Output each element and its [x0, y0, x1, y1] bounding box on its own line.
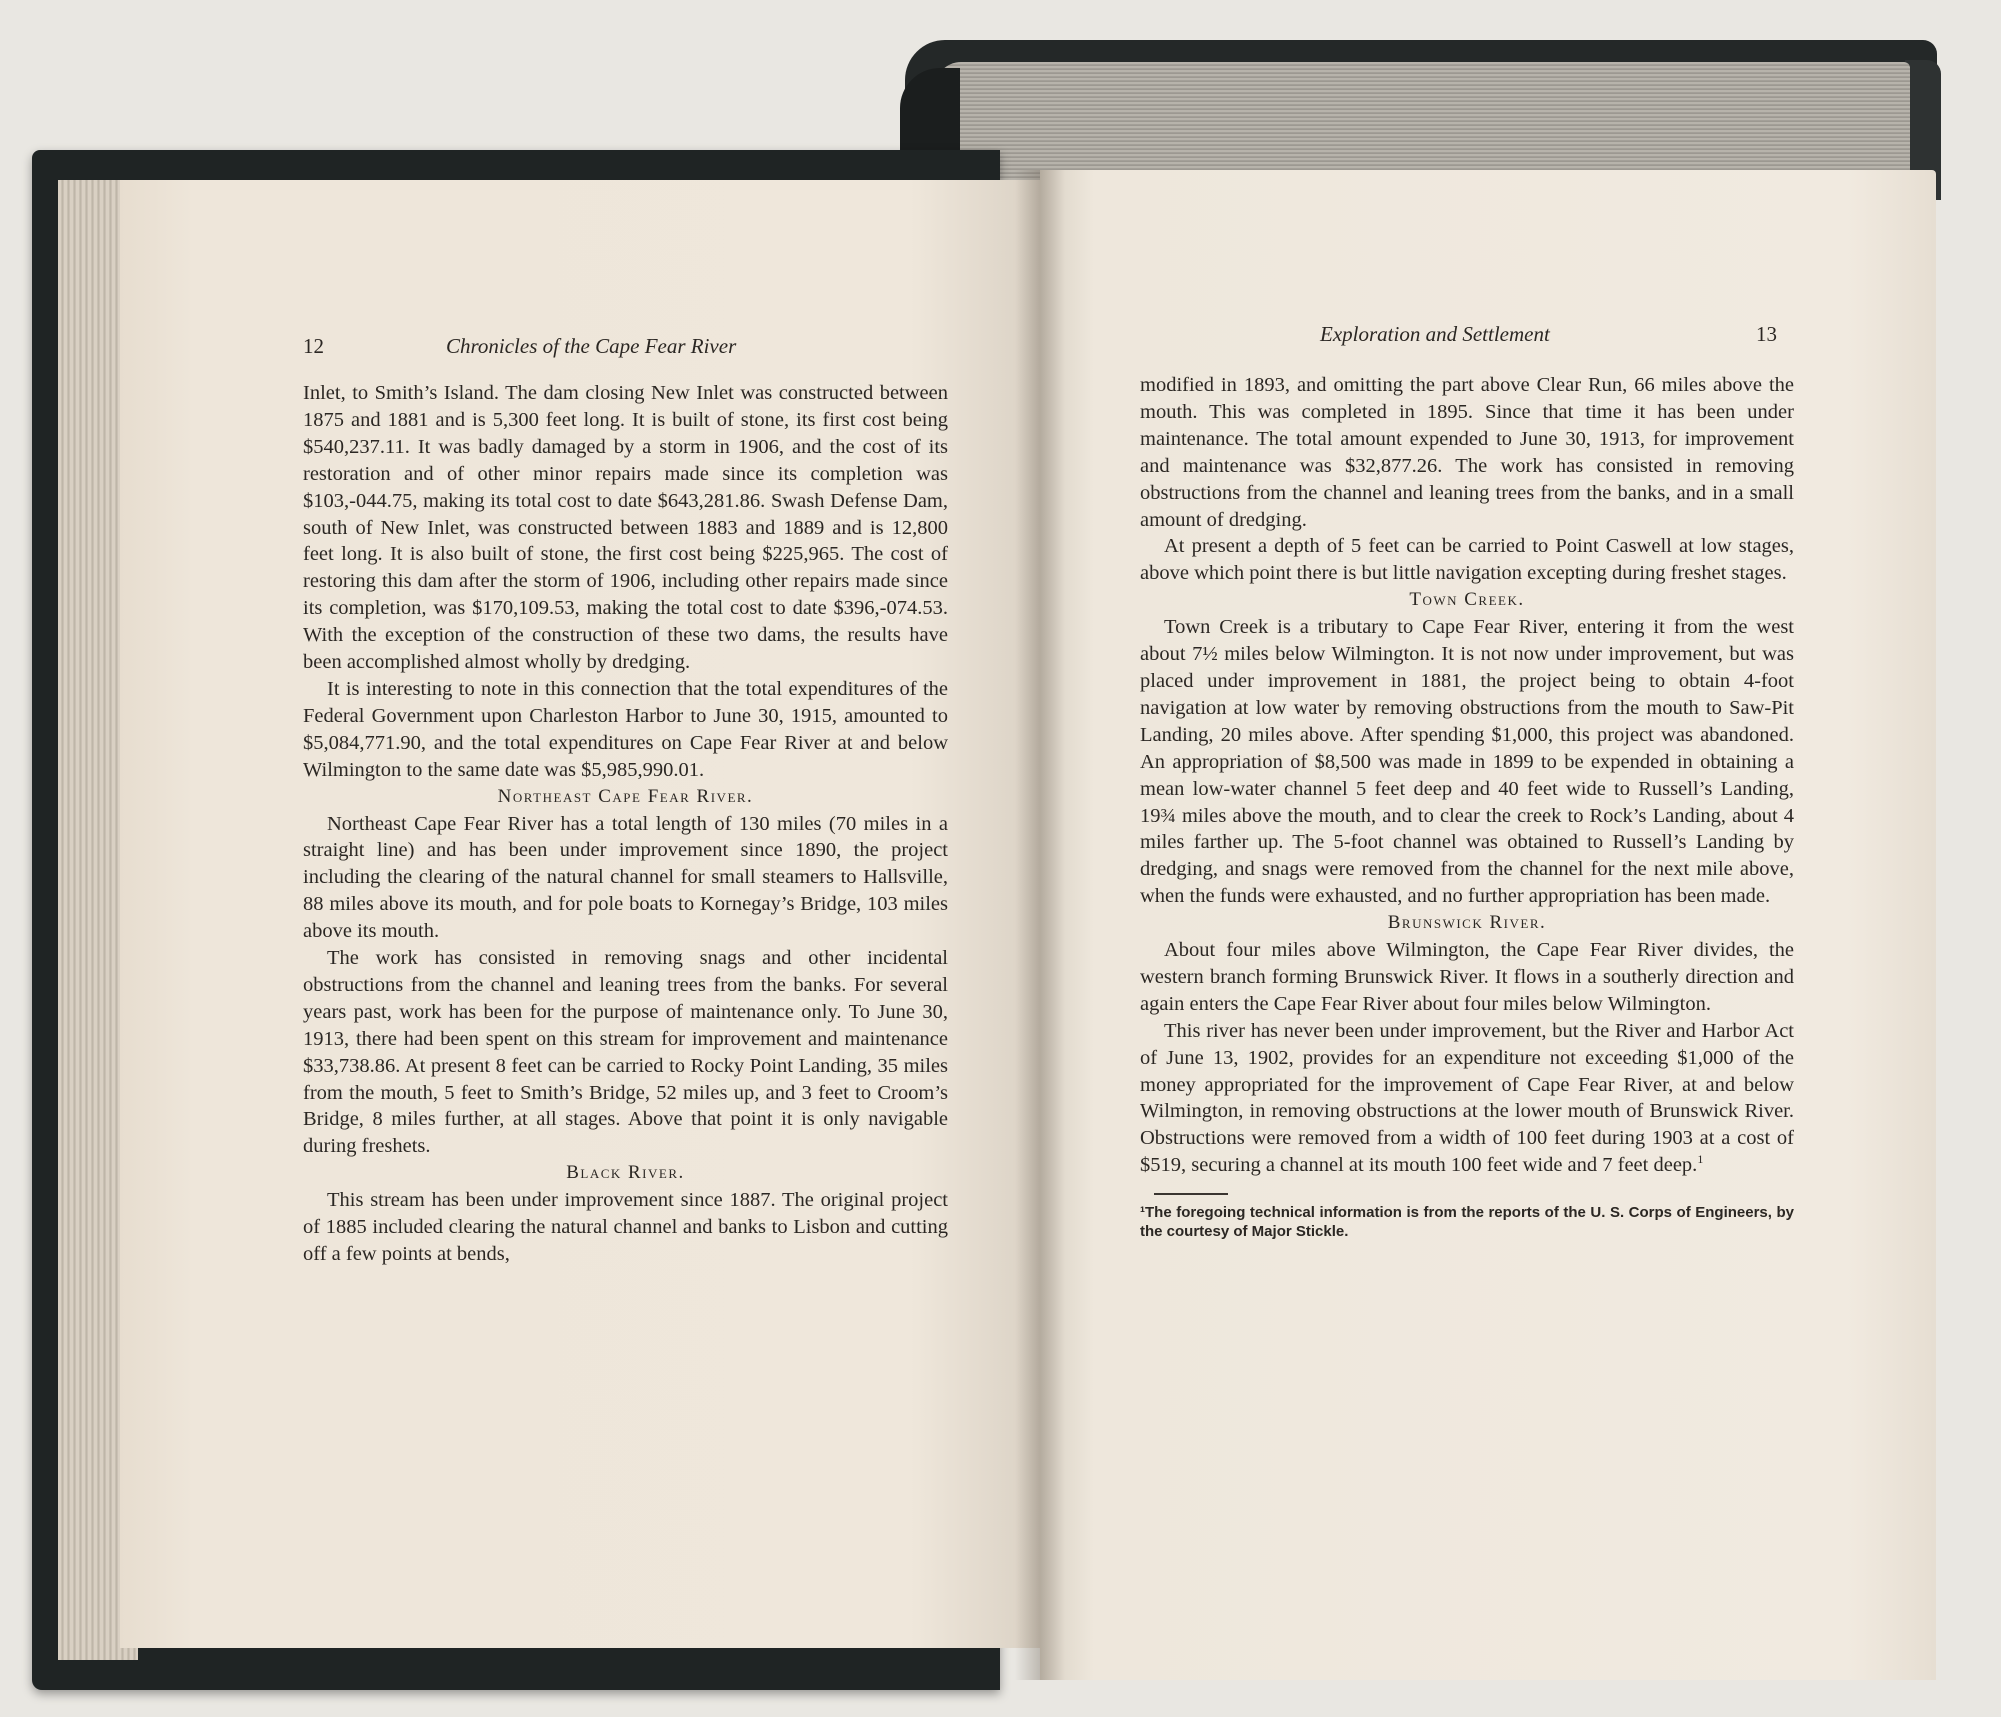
right-page-number: 13 — [1756, 322, 1777, 346]
footnote: ¹The foregoing technical information is from the reports of the U. S. Corps of Engineers, by the courtesy of Major Stickle. — [1140, 1204, 1794, 1241]
paragraph-with-footnote-ref — [1140, 1018, 1794, 1179]
right-running-head: Exploration and Settlement — [1320, 322, 1550, 346]
paragraph-text: This river has never been under improvement, but the River and Harbor Act of June 13, 1902, provides for an expenditure not exceeding $1,000 of the money appropriated for the improvement of Cape Fear River, at and below Wilmington, in removing obstructions at the lower mouth of Brunswick River. Obstructions were removed from a width of 100 feet during 1903 at a cost of $519, securing a channel at its mouth 100 feet wide and 7 feet deep. — [1140, 1019, 1794, 1177]
right-page-body — [1140, 372, 1794, 1241]
page-block-edges — [935, 62, 1910, 180]
section-heading: Black River. — [566, 1162, 685, 1184]
paragraph: At present a depth of 5 feet can be carried to Point Caswell at low stages, above which point there is but little navigation excepting during freshet stages. — [1140, 535, 1794, 585]
section-heading: Northeast Cape Fear River. — [497, 785, 754, 807]
section-heading: Brunswick River. — [1387, 912, 1547, 934]
paragraph: It is interesting to note in this connection that the total expenditures of the Federal Government upon Charleston Harbor to June 30, 1915, amounted to $5,084,771.90, and the total expenditures on Cape Fear River at and below Wilmington to the same date was $5,985,990.01. — [303, 677, 948, 781]
footnote-rule — [1154, 1193, 1228, 1195]
paragraph: This stream has been under improvement since 1887. The original project of 1885 included clearing the natural channel and banks to Lisbon and cutting off a few points at bends, — [303, 1189, 948, 1265]
paragraph: Town Creek is a tributary to Cape Fear River, entering it from the west about 7½ miles below Wilmington. It is not now under improvement, but was placed under improvement in 1881, the project being to obtain 4-foot navigation at low water by removing obstructions from the mouth to Saw-Pit Landing, 20 miles above. After spending $1,000, this project was abandoned. An appropriation of $8,500 was made in 1899 to be expended in obtaining a mean low-water channel 5 feet deep and 40 feet wide to Russell’s Landing, 19¾ miles above the mouth, and to clear the creek to Rock’s Landing, about 4 miles farther up. The 5-foot channel was obtained to Russell’s Landing by dredging, and snags were removed from the channel for the next mile above, when the funds were exhausted, and no further appropriation has been made. — [1140, 616, 1794, 908]
footnote-reference: 1 — [1697, 1152, 1704, 1167]
paragraph: The work has consisted in removing snags and other incidental obstructions from the channel and leaning trees from the banks. For several years past, work has been for the purpose of maintenance only. To June 30, 1913, there had been spent on this stream for improvement and maintenance $33,738.86. At present 8 feet can be carried to Rocky Point Landing, 35 miles from the mouth, 5 feet to Smith’s Bridge, 52 miles up, and 3 feet to Croom’s Bridge, 8 miles further, at all stages. Above that point it is only navigable during freshets. — [303, 947, 948, 1158]
section-heading: Town Creek. — [1409, 589, 1525, 611]
left-page-number: 12 — [303, 334, 324, 358]
paragraph: Northeast Cape Fear River has a total length of 130 miles (70 miles in a straight line) and has been under improvement since 1890, the project including the clearing of the natural channel for small steamers to Hallsville, 88 miles above its mouth, and for pole boats to Kornegay’s Bridge, 103 miles above its mouth. — [303, 812, 948, 943]
paragraph: About four miles above Wilmington, the Cape Fear River divides, the western branch forming Brunswick River. It flows in a southerly direction and again enters the Cape Fear River about four miles below Wilmington. — [1140, 939, 1794, 1015]
left-page-body — [303, 380, 948, 1268]
paragraph: Inlet, to Smith’s Island. The dam closing New Inlet was constructed between 1875 and 1881 and is 5,300 feet long. It is built of stone, its first cost being $540,237.11. It was badly damaged by a storm in 1906, and the cost of its restoration and of other minor repairs made since its completion was $103,-044.75, making its total cost to date $643,281.86. Swash Defense Dam, south of New Inlet, was constructed between 1883 and 1889 and is 12,800 feet long. It is also built of stone, the first cost being $225,965. The cost of restoring this dam after the storm of 1906, including other repairs made since its completion, was $170,109.53, making the total cost to date $396,-074.53. With the exception of the construction of these two dams, the results have been accomplished almost wholly by dredging. — [303, 382, 948, 674]
left-running-head: Chronicles of the Cape Fear River — [446, 334, 737, 358]
paragraph: modified in 1893, and omitting the part above Clear Run, 66 miles above the mouth. This was completed in 1895. Since that time it has been under maintenance. The total amount expended to June 30, 1913, for improvement and maintenance was $32,877.26. The work has consisted in removing obstructions from the channel and leaning trees from the banks, and in a small amount of dredging. — [1140, 374, 1794, 531]
page-gutter — [1015, 170, 1065, 1680]
